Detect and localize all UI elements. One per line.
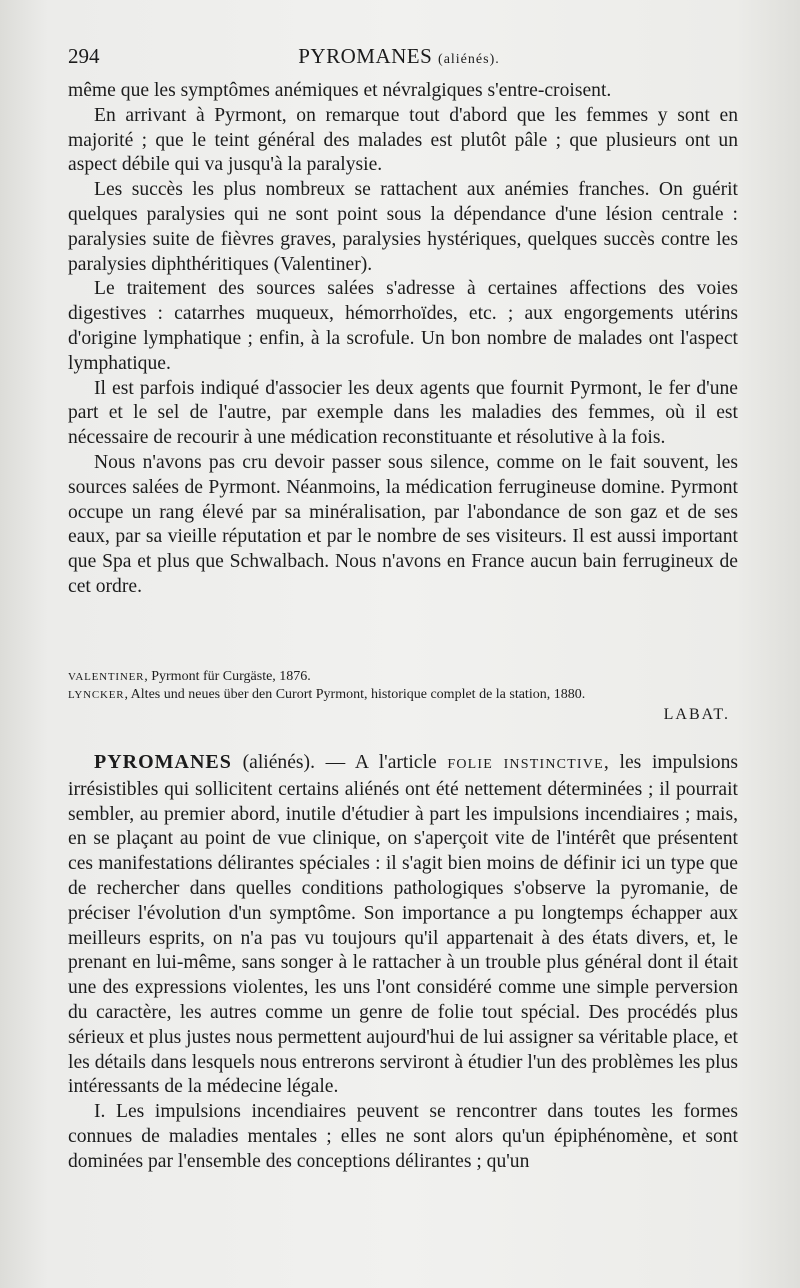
- running-title-sub: (aliénés).: [438, 52, 500, 67]
- reference-entry: [68, 668, 738, 686]
- paragraph: Nous n'avons pas cru devoir passer sous silence, comme on le fait souvent, les sources salées de Pyrmont. Néanmoins, la médication ferrugineuse domine. Pyrmont occupe un rang élevé par sa minéralisation, par l'abondance de son gaz et de ses eaux, par sa vieille réputation et par le nombre de ses visiteurs. Il est aussi important que Spa et plus que Schwalbach. Nous n'avons en France aucun bain ferrugineux de cet ordre.: [68, 451, 738, 597]
- paragraph: même que les symptômes anémiques et névralgiques s'entre-croisent.: [68, 80, 612, 101]
- article-pyrmont-end: [68, 79, 738, 600]
- page-number: 294: [68, 44, 100, 68]
- cross-reference: FOLIE INSTINCTIVE: [447, 757, 604, 772]
- paragraph: Il est parfois indiqué d'associer les deux agents que fournit Pyrmont, le fer d'une part et le sel de l'autre, par exemple dans les maladies des femmes, où il est nécessaire de recourir à une médication reconstituante et résolutive à la fois.: [68, 377, 738, 449]
- paragraph: I. Les impulsions incendiaires peuvent se rencontrer dans toutes les formes connues de maladies mentales ; elles ne sont alors qu'un épiphénomène, et sont dominées par l'ensemble des conceptions délirantes ; qu'un: [68, 1101, 738, 1172]
- paragraph: Les succès les plus nombreux se rattachent aux anémies franches. On guérit quelques paralysies qui ne sont point sous la dépendance d'une lésion centrale : paralysies suite de fièvres graves, paralysies hystériques, quelques succès contre les paralysies diphthéritiques (Valentiner).: [68, 179, 738, 275]
- article-pyromanes: [68, 750, 738, 1175]
- paragraph: En arrivant à Pyrmont, on remarque tout d'abord que les femmes y sont en majorité ; que le teint général des malades est plutôt pâle ; que plusieurs ont un aspect débile qui va jusqu'à la paralysie.: [68, 104, 738, 176]
- entry-headword: PYROMANES: [94, 751, 232, 773]
- headword-tail: (aliénés). — A l'article: [231, 752, 448, 773]
- paragraph: Le traitement des sources salées s'adresse à certaines affections des voies digestives : catarrhes muqueux, hémorrhoïdes, etc. ; aux engorgements utérins d'origine lymphatique ; enfin, à la scrofule. Un bon nombre de malades ont l'aspect lymphatique.: [68, 278, 738, 374]
- reference-author: LYNCKER: [68, 689, 125, 701]
- reference-text: , Altes und neues über den Curort Pyrmont, historique complet de la station, 1880.: [124, 687, 586, 702]
- reference-entry: [68, 686, 738, 704]
- author-signature: LABAT.: [663, 706, 730, 723]
- running-title: [68, 44, 730, 69]
- running-title-main: PYROMANES: [298, 44, 433, 68]
- paragraph: [68, 750, 738, 1100]
- reference-text: , Pyrmont für Curgäste, 1876.: [144, 669, 311, 684]
- bibliography: [68, 668, 738, 704]
- page-header: [68, 44, 730, 74]
- paragraph-rest: , les impulsions irrésistibles qui sollicitent certains aliénés ont été nettement déterminées ; il pourrait sembler, au premier abord, inutile d'étudier à part les impulsions incendiaires ; mais, en se plaçant au point de vue clinique, on s'aperçoit vite de l'intérêt que présentent ces manifestations délirantes spéciales : il s'agit bien moins de définir ici un type que de rechercher dans quelles conditions pathologiques s'observe la pyromanie, de préciser l'évolution d'un symptôme. Son importance a pu longtemps échapper aux meilleurs esprits, on n'a pas vu toujours qu'il appartenait à des états divers, et, le prenant en lui-même, sans songer à le rattacher à un trouble plus général dont il était une des expressions violentes, les uns l'ont considéré comme une simple perversion du caractère, les autres comme un genre de folie tout spécial. Des procédés plus sérieux et plus justes nous permettent aujourd'hui de lui assigner sa véritable place, et les détails dans lesquels nous entrerons serviront à étudier l'un des problèmes les plus intéressants de la médecine légale.: [68, 752, 738, 1098]
- reference-author: VALENTINER: [68, 671, 145, 683]
